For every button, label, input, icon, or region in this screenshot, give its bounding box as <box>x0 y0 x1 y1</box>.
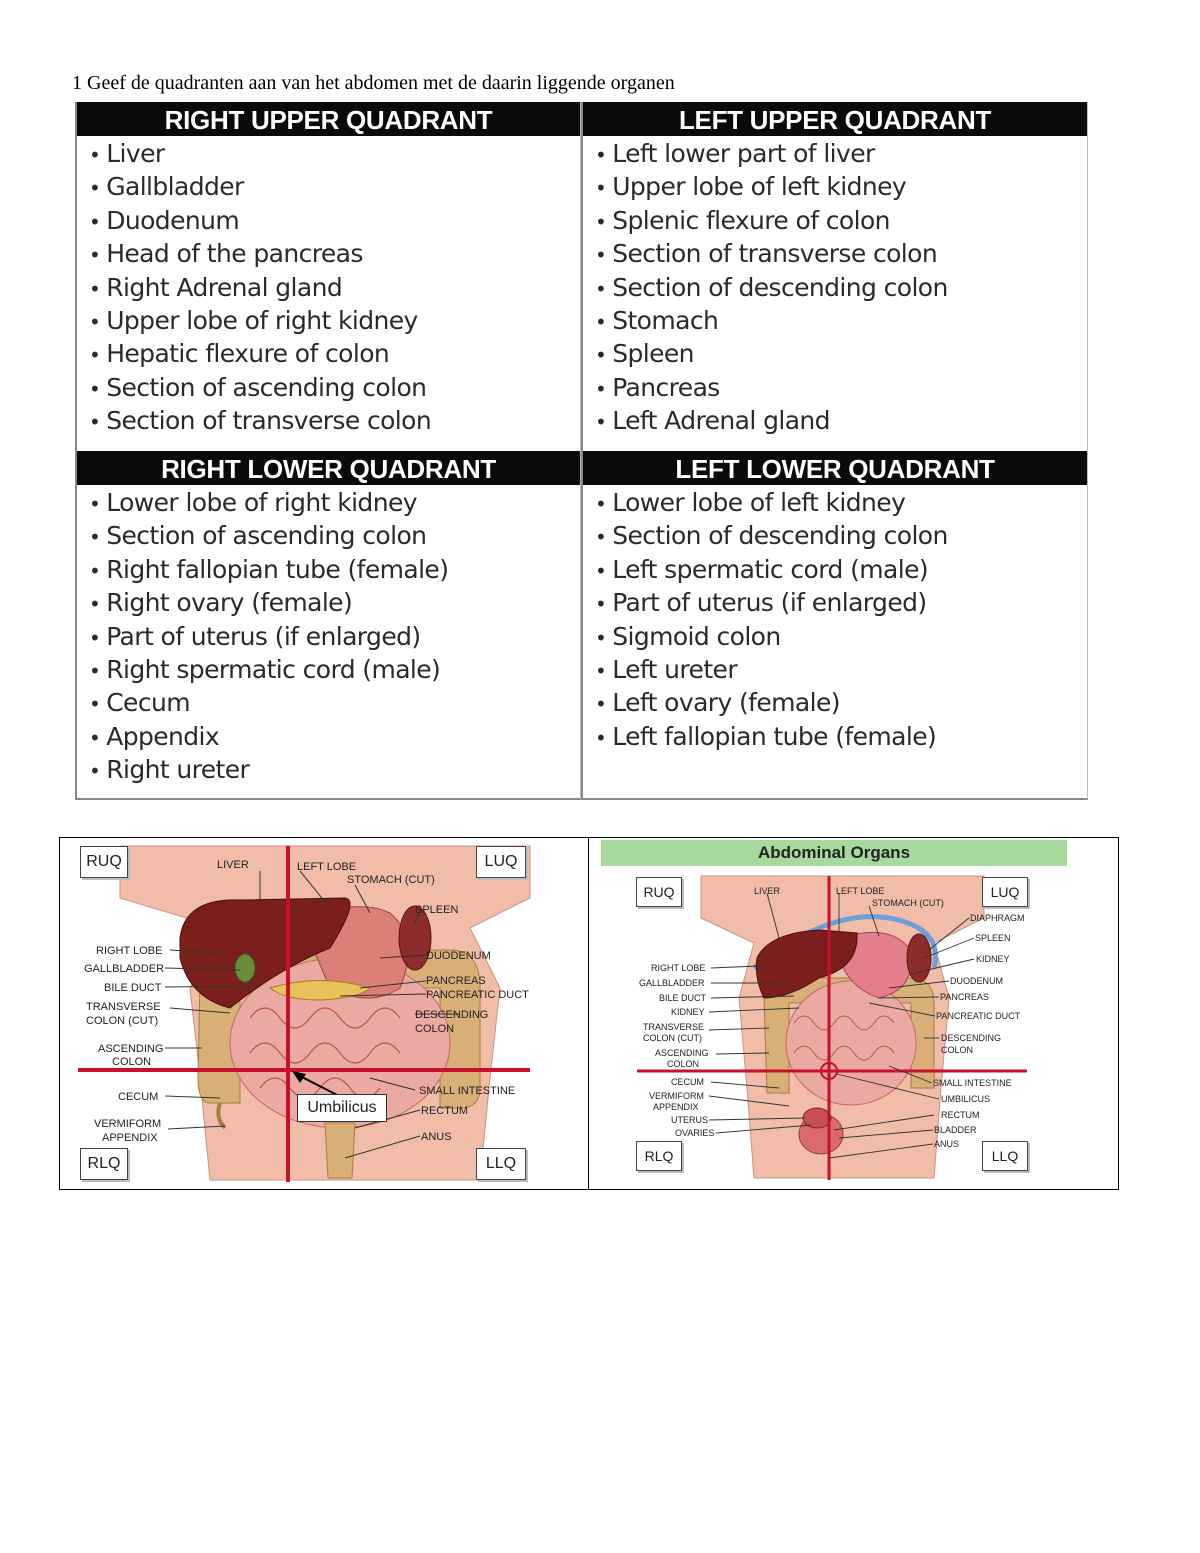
label-pancreatic-duct: PANCREATIC DUCT <box>426 989 529 1001</box>
question-text: 1 Geef de quadranten aan van het abdomen met de daarin liggende organen <box>72 72 675 94</box>
label-ascending-colon-2b: COLON <box>667 1059 700 1069</box>
list-item: • Hepatic flexure of colon <box>89 338 580 371</box>
list-item: • Pancreas <box>595 372 1087 405</box>
label-pancreatic-duct-2: PANCREATIC DUCT <box>936 1011 1021 1021</box>
label-vermiform-appendix-2: APPENDIX <box>102 1132 158 1144</box>
label-uterus: UTERUS <box>671 1115 709 1125</box>
label-anus-2: ANUS <box>934 1139 960 1149</box>
list-item: • Right fallopian tube (female) <box>89 554 580 587</box>
list-item: • Right Adrenal gland <box>89 272 580 305</box>
label-descending-colon: DESCENDING <box>415 1009 489 1021</box>
umbilicus-label: Umbilicus <box>297 1094 387 1122</box>
figures-table <box>59 837 1119 1190</box>
label-liver: LIVER <box>217 859 249 871</box>
label-anus: ANUS <box>421 1131 452 1143</box>
small-intestine-shape-2 <box>786 981 916 1105</box>
label-vermiform-2b: APPENDIX <box>653 1102 699 1112</box>
list-item: • Section of ascending colon <box>89 372 580 405</box>
quadrant-table <box>75 102 1088 800</box>
label-descending-colon-2a: DESCENDING <box>941 1033 1002 1043</box>
list-item: • Right spermatic cord (male) <box>89 654 580 687</box>
list-item: • Section of transverse colon <box>89 405 580 438</box>
list-item: • Cecum <box>89 687 580 720</box>
label-ascending-colon-2: COLON <box>112 1056 152 1068</box>
list-item: • Section of descending colon <box>595 520 1087 553</box>
quadrant-ruq-title: RIGHT UPPER QUADRANT <box>77 102 580 136</box>
label-gallbladder: GALLBLADDER <box>84 963 165 975</box>
label-ovaries: OVARIES <box>675 1128 715 1138</box>
list-item: • Left ureter <box>595 654 1087 687</box>
list-item: • Splenic flexure of colon <box>595 205 1087 238</box>
list-item: • Part of uterus (if enlarged) <box>595 587 1087 620</box>
label-stomach-2: STOMACH (CUT) <box>872 898 944 908</box>
quadrant-llq <box>581 451 1088 800</box>
label-ascending-colon: ASCENDING <box>98 1043 164 1055</box>
list-item: • Upper lobe of right kidney <box>89 305 580 338</box>
quadrant-rlq-list <box>77 485 580 788</box>
list-item: • Gallbladder <box>89 171 580 204</box>
list-item: • Liver <box>89 138 580 171</box>
quadrant-llq-title: LEFT LOWER QUADRANT <box>583 451 1087 485</box>
abdominal-organs-title: Abdominal Organs <box>601 840 1067 866</box>
list-item: • Part of uterus (if enlarged) <box>89 621 580 654</box>
label-bile-duct-2: BILE DUCT <box>659 993 707 1003</box>
quadrant-luq-title: LEFT UPPER QUADRANT <box>583 102 1087 136</box>
luq-box-2: LUQ <box>982 877 1028 907</box>
label-duodenum-2: DUODENUM <box>950 976 1003 986</box>
list-item: • Right ureter <box>89 754 580 787</box>
quadrant-rlq-title: RIGHT LOWER QUADRANT <box>77 451 580 485</box>
list-item: • Appendix <box>89 721 580 754</box>
label-duodenum: DUODENUM <box>426 950 491 962</box>
label-cecum-2: CECUM <box>671 1077 704 1087</box>
label-transverse-colon: TRANSVERSE <box>86 1001 161 1013</box>
label-kidney-left: KIDNEY <box>671 1007 705 1017</box>
label-descending-colon-2: COLON <box>415 1023 455 1035</box>
list-item: • Left ovary (female) <box>595 687 1087 720</box>
label-ascending-colon-2a: ASCENDING <box>655 1048 709 1058</box>
label-liver-2: LIVER <box>754 886 781 896</box>
list-item: • Head of the pancreas <box>89 238 580 271</box>
figure-abdominal-organs <box>589 838 1118 1189</box>
list-item: • Left lower part of liver <box>595 138 1087 171</box>
label-small-intestine: SMALL INTESTINE <box>419 1085 516 1097</box>
rlq-box-2: RLQ <box>636 1141 682 1171</box>
list-item: • Spleen <box>595 338 1087 371</box>
list-item: • Left fallopian tube (female) <box>595 721 1087 754</box>
spleen-shape-2 <box>907 934 931 982</box>
label-cecum: CECUM <box>118 1091 159 1103</box>
label-transverse-colon-2: COLON (CUT) <box>86 1015 159 1027</box>
rectum-shape <box>325 1123 355 1178</box>
figure-quadrants-illustration <box>60 838 589 1189</box>
label-small-intestine-2: SMALL INTESTINE <box>933 1078 1012 1088</box>
label-left-lobe: LEFT LOBE <box>297 861 357 873</box>
label-spleen-2: SPLEEN <box>975 933 1011 943</box>
list-item: • Section of descending colon <box>595 272 1087 305</box>
list-item: • Right ovary (female) <box>89 587 580 620</box>
label-vermiform-2a: VERMIFORM <box>649 1091 704 1101</box>
label-right-lobe-2: RIGHT LOBE <box>651 963 706 973</box>
quadrant-ruq <box>75 102 581 451</box>
quadrant-rlq <box>75 451 581 800</box>
ruq-box-2: RUQ <box>636 877 682 907</box>
list-item: • Left Adrenal gland <box>595 405 1087 438</box>
label-transverse-colon-2b: COLON (CUT) <box>643 1033 702 1043</box>
label-stomach: STOMACH (CUT) <box>347 874 435 886</box>
gallbladder-shape <box>235 954 255 982</box>
rlq-box: RLQ <box>80 1148 128 1180</box>
llq-box: LLQ <box>476 1148 526 1180</box>
label-transverse-colon-2a: TRANSVERSE <box>643 1022 705 1032</box>
label-gallbladder-2: GALLBLADDER <box>639 978 705 988</box>
abdomen-illustration-1 <box>60 838 588 1189</box>
list-item: • Duodenum <box>89 205 580 238</box>
label-spleen: SPLEEN <box>415 904 459 916</box>
label-rectum-2: RECTUM <box>941 1110 980 1120</box>
label-kidney-right: KIDNEY <box>976 954 1010 964</box>
label-bladder: BLADDER <box>934 1125 977 1135</box>
list-item: • Stomach <box>595 305 1087 338</box>
quadrant-luq <box>581 102 1088 451</box>
list-item: • Section of ascending colon <box>89 520 580 553</box>
quadrant-luq-list <box>583 136 1087 439</box>
ruq-box: RUQ <box>80 846 128 878</box>
list-item: • Left spermatic cord (male) <box>595 554 1087 587</box>
label-descending-colon-2b: COLON <box>941 1045 974 1055</box>
list-item: • Lower lobe of right kidney <box>89 487 580 520</box>
label-rectum: RECTUM <box>421 1105 469 1117</box>
quadrant-ruq-list <box>77 136 580 439</box>
label-left-lobe-2: LEFT LOBE <box>836 886 885 896</box>
label-diaphragm: DIAPHRAGM <box>970 913 1025 923</box>
label-pancreas: PANCREAS <box>426 975 486 987</box>
label-right-lobe: RIGHT LOBE <box>96 945 163 957</box>
luq-box: LUQ <box>476 846 526 878</box>
label-umbilicus-2: UMBILICUS <box>941 1094 991 1104</box>
label-bile-duct: BILE DUCT <box>104 982 162 994</box>
llq-box-2: LLQ <box>982 1141 1028 1171</box>
label-vermiform-appendix: VERMIFORM <box>94 1118 162 1130</box>
label-pancreas-2: PANCREAS <box>940 992 989 1002</box>
quadrant-llq-list <box>583 485 1087 754</box>
list-item: • Section of transverse colon <box>595 238 1087 271</box>
list-item: • Upper lobe of left kidney <box>595 171 1087 204</box>
list-item: • Lower lobe of left kidney <box>595 487 1087 520</box>
list-item: • Sigmoid colon <box>595 621 1087 654</box>
